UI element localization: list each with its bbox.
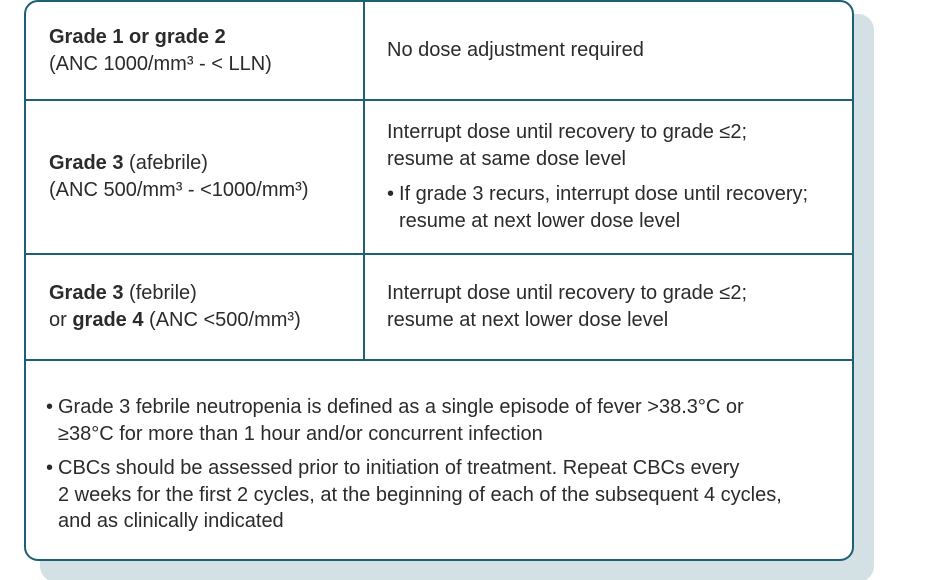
action-bullet-line-2: resume at next lower dose level <box>399 210 681 232</box>
note-2-line-2: 2 weeks for the first 2 cycles, at the beginning of each of the subsequent 4 cycles, <box>58 483 782 506</box>
anc-range: (ANC 500/mm³ - <1000/mm³) <box>49 179 309 201</box>
grade-label-bold: Grade 3 <box>49 282 124 304</box>
bullet-glyph: • <box>387 183 395 205</box>
grade-cell <box>26 101 365 253</box>
grade-label <box>49 280 363 307</box>
action-bullet <box>387 181 838 208</box>
action-text-line-1: Interrupt dose until recovery to grade ≤2; <box>387 282 748 304</box>
bullet-glyph: • <box>46 396 54 418</box>
table-row-grade-3-afebrile <box>26 101 852 255</box>
table-row-grade-1-2 <box>26 2 852 101</box>
note-item-2 <box>46 455 838 482</box>
note-1-line-2: ≥38°C for more than 1 hour and/or concurrent infection <box>58 422 543 445</box>
grade-label-qualifier: (febrile) <box>123 282 197 304</box>
grade-label-bold: Grade 3 <box>49 152 124 174</box>
action-text-line-1: Interrupt dose until recovery to grade ≤2; <box>387 121 748 143</box>
note-2-line-1: CBCs should be assessed prior to initiation of treatment. Repeat CBCs every <box>58 457 740 479</box>
grade-label-qualifier: (afebrile) <box>123 152 208 174</box>
grade-label <box>49 150 363 177</box>
bullet-glyph: • <box>46 457 54 479</box>
note-1-line-1: Grade 3 febrile neutropenia is defined as a single episode of fever >38.3°C or <box>58 396 744 418</box>
action-text-line-2: resume at next lower dose level <box>387 309 669 331</box>
action-text-line-2: resume at same dose level <box>387 148 627 170</box>
note-2-line-3: and as clinically indicated <box>58 510 284 532</box>
dose-adjustment-table <box>24 0 854 561</box>
action-cell <box>365 101 852 253</box>
anc-range-value: (ANC <500/mm³) <box>143 309 301 331</box>
action-bullet-line-1: If grade 3 recurs, interrupt dose until recovery; <box>399 183 809 205</box>
action-cell <box>365 2 852 99</box>
notes-list <box>46 394 838 535</box>
grade-label: Grade 1 or grade 2 <box>49 25 226 48</box>
grade-cell <box>26 2 365 99</box>
anc-range-grade: grade 4 <box>72 309 144 331</box>
action-cell <box>365 255 852 359</box>
grade-cell <box>26 255 365 359</box>
table-row-grade-3-febrile-grade-4 <box>26 255 852 361</box>
table-notes-row <box>26 361 852 561</box>
note-item-1 <box>46 394 838 421</box>
anc-range <box>49 307 363 334</box>
anc-range-prefix: or <box>49 309 73 331</box>
anc-range: (ANC 1000/mm³ - < LLN) <box>49 52 272 75</box>
action-text: No dose adjustment required <box>387 39 644 61</box>
